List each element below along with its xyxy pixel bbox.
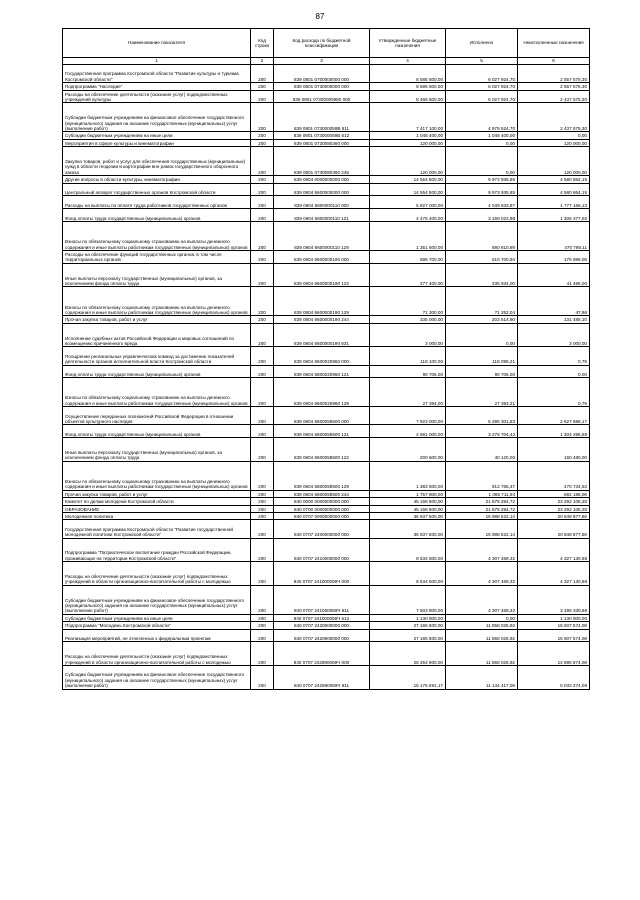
column-number: 5	[446, 58, 518, 65]
row-kbk-cell: 839 0801 0730000000 000	[274, 83, 370, 90]
row-executed-cell: 11 558 025,92	[446, 622, 518, 629]
row-executed-cell: 11 558 025,92	[446, 629, 518, 642]
row-unexecuted-cell: 0,00	[518, 365, 590, 378]
row-approved-cell: 14 554 800,00	[370, 176, 446, 183]
row-executed-cell: 21 876 394,72	[446, 505, 518, 512]
row-name-cell: Прочая закупка товаров, работ и услуг	[63, 490, 251, 497]
table-row	[63, 221, 590, 250]
row-code-cell: 200	[251, 614, 274, 621]
row-approved-cell: 277 400,00	[370, 263, 446, 287]
row-code-cell: 200	[251, 196, 274, 209]
row-executed-cell: 71 252,04	[446, 287, 518, 316]
row-kbk-cell: 839 0804 6600000190 000	[274, 250, 370, 263]
row-code-cell: 200	[251, 221, 274, 250]
table-row	[63, 287, 590, 316]
row-name-cell: Фонд оплаты труда государственных (муниципальных) органов	[63, 209, 251, 222]
row-approved-cell: 8 585 500,00	[370, 65, 446, 83]
row-name-cell: Комитет по делам молодежи Костромской области	[63, 498, 251, 505]
row-unexecuted-cell: 692 188,06	[518, 490, 590, 497]
row-name-cell: Подпрограмма "Наследие"	[63, 83, 251, 90]
row-executed-cell: 0,00	[446, 323, 518, 347]
row-code-cell: 200	[251, 505, 274, 512]
row-code-cell: 200	[251, 513, 274, 520]
row-executed-cell: 15 988 522,14	[446, 513, 518, 520]
row-kbk-cell: 840 0707 0000000000 000	[274, 513, 370, 520]
row-kbk-cell: 839 0804 6600020960 000	[274, 347, 370, 365]
row-unexecuted-cell: 15 607 574,08	[518, 629, 590, 642]
row-approved-cell: 7 503 800,00	[370, 585, 446, 614]
row-approved-cell: 36 837 500,00	[370, 513, 446, 520]
row-approved-cell: 4 475 400,00	[370, 209, 446, 222]
table-row	[63, 365, 590, 378]
row-name-cell: Закупка товаров, работ и услуг для обеспечения государственных (муниципальных) нужд в области геодезии и картографии вне рамок государственного оборонного заказа	[63, 147, 251, 176]
row-kbk-cell: 839 0804 0000000000 000	[274, 176, 370, 183]
row-code-cell: 200	[251, 250, 274, 263]
row-code-cell: 200	[251, 287, 274, 316]
row-name-cell: Субсидии бюджетным учреждениям на финансовое обеспечение государственного (муниципального) задания на оказание государственных (муниципальных) услуг (выполнение работ)	[63, 585, 251, 614]
row-unexecuted-cell: 14 696 874,08	[518, 642, 590, 666]
row-code-cell: 200	[251, 263, 274, 287]
row-code-cell: 200	[251, 83, 274, 90]
row-code-cell: 200	[251, 438, 274, 462]
table-row	[63, 147, 590, 176]
row-unexecuted-cell: 120 000,00	[518, 139, 590, 146]
row-approved-cell: 1 383 500,00	[370, 461, 446, 490]
row-executed-cell: 9 973 935,85	[446, 183, 518, 196]
row-unexecuted-cell: 4 580 864,15	[518, 183, 590, 196]
table-row	[63, 629, 590, 642]
row-name-cell: Молодежная политика	[63, 513, 251, 520]
table-row	[63, 498, 590, 505]
table-row	[63, 183, 590, 196]
row-kbk-cell: 839 0804 6600020960 129	[274, 378, 370, 407]
table-row	[63, 438, 590, 462]
row-unexecuted-cell: 5 032 274,08	[518, 665, 590, 689]
row-name-cell: Государственная программа Костромской области "Развитие культуры и туризма Костромской области"	[63, 65, 251, 83]
table-row	[63, 538, 590, 562]
row-executed-cell: 4 307 469,32	[446, 585, 518, 614]
row-unexecuted-cell: 2 627 698,17	[518, 407, 590, 425]
row-executed-cell: 3 169 022,98	[446, 209, 518, 222]
row-code-cell: 200	[251, 139, 274, 146]
row-name-cell: Фонд оплаты труда государственных (муниципальных) органов	[63, 365, 251, 378]
row-code-cell: 200	[251, 378, 274, 407]
row-approved-cell: 686 700,00	[370, 250, 446, 263]
row-approved-cell: 8 585 500,00	[370, 83, 446, 90]
row-name-cell: Расходы на выплаты по оплате труда работников государственных органов	[63, 196, 251, 209]
row-code-cell: 200	[251, 642, 274, 666]
row-unexecuted-cell: 131 485,10	[518, 316, 590, 323]
row-executed-cell: 0,00	[446, 614, 518, 621]
row-code-cell: 200	[251, 629, 274, 642]
column-header-approved: Утвержденные бюджетные назначения	[370, 29, 446, 58]
table-body	[63, 65, 590, 690]
row-executed-cell: 4 307 469,32	[446, 538, 518, 562]
table-row	[63, 614, 590, 621]
row-executed-cell: 6 027 924,70	[446, 83, 518, 90]
row-executed-cell: 510 700,94	[446, 250, 518, 263]
row-unexecuted-cell: 20 848 977,86	[518, 513, 590, 520]
row-code-cell: 200	[251, 65, 274, 83]
column-number: 3	[274, 58, 370, 65]
row-name-cell: Субсидии бюджетным учреждениям на финансовое обеспечение государственного (муниципального) задания на оказание государственных (муниципальных) услуг (выполнение работ)	[63, 103, 251, 132]
row-kbk-cell: 839 0804 6600000110 000	[274, 196, 370, 209]
row-unexecuted-cell: 0,79	[518, 347, 590, 365]
row-unexecuted-cell: 20 848 977,86	[518, 520, 590, 538]
row-kbk-cell: 840 0000 0000000000 000	[274, 498, 370, 505]
row-approved-cell: 71 300,00	[370, 287, 446, 316]
row-unexecuted-cell: 175 999,06	[518, 250, 590, 263]
column-number: 6	[518, 58, 590, 65]
row-unexecuted-cell: 1 777 166,13	[518, 196, 590, 209]
row-name-cell: Подпрограмма "Молодежь Костромской области"	[63, 622, 251, 629]
table-row	[63, 505, 590, 512]
column-number-row	[63, 58, 590, 65]
row-approved-cell: 7 417 100,00	[370, 103, 446, 132]
row-name-cell: Прочая закупка товаров, работ и услуг	[63, 316, 251, 323]
table-row	[63, 490, 590, 497]
row-code-cell: 200	[251, 665, 274, 689]
row-executed-cell: 6 027 924,70	[446, 90, 518, 103]
row-name-cell: Иные выплаты персоналу государственных (муниципальных) органов, за исключением фонда оплаты труда	[63, 263, 251, 287]
row-executed-cell: 6 027 924,70	[446, 65, 518, 83]
row-executed-cell: 203 514,90	[446, 316, 518, 323]
row-unexecuted-cell: 2 437 575,30	[518, 90, 590, 103]
column-header-executed: Исполнено	[446, 29, 518, 58]
row-approved-cell: 118 100,00	[370, 347, 446, 365]
row-executed-cell: 880 810,89	[446, 221, 518, 250]
table-row	[63, 378, 590, 407]
row-executed-cell: 4 979 524,70	[446, 103, 518, 132]
table-header-row	[63, 29, 590, 58]
row-unexecuted-cell: 160 480,00	[518, 438, 590, 462]
row-unexecuted-cell: 1 130 800,00	[518, 614, 590, 621]
row-unexecuted-cell: 470 789,11	[518, 221, 590, 250]
row-approved-cell: 36 837 500,00	[370, 520, 446, 538]
table-row	[63, 323, 590, 347]
table-row	[63, 132, 590, 139]
row-approved-cell: 4 581 000,00	[370, 425, 446, 438]
row-code-cell: 200	[251, 103, 274, 132]
row-unexecuted-cell: 120 000,00	[518, 147, 590, 176]
row-kbk-cell: 839 0804 6600000190 831	[274, 323, 370, 347]
row-executed-cell: 912 765,47	[446, 461, 518, 490]
row-unexecuted-cell: 1 306 377,02	[518, 209, 590, 222]
table-row	[63, 425, 590, 438]
row-kbk-cell: 839 0804 6600000190 122	[274, 263, 370, 287]
table-row	[63, 209, 590, 222]
row-approved-cell: 1 351 600,00	[370, 221, 446, 250]
page-number: 87	[315, 12, 325, 21]
row-kbk-cell: 839 0801 07300005980 000	[274, 90, 370, 103]
row-name-cell: Взносы по обязательному социальному страхованию на выплаты денежного содержания и иные выплаты работникам государственных (муниципальных) органов	[63, 287, 251, 316]
row-executed-cell: 235 934,00	[446, 263, 518, 287]
row-approved-cell: 8 634 600,00	[370, 538, 446, 562]
row-unexecuted-cell: 0,00	[518, 132, 590, 139]
row-kbk-cell: 839 0804 6600000190 244	[274, 316, 370, 323]
row-name-cell: Субсидии бюджетным учреждениям на иные цели	[63, 614, 251, 621]
row-name-cell: Взносы по обязательному социальному страхованию на выплаты денежного содержания и иные выплаты работникам государственных (муниципальных) органов	[63, 461, 251, 490]
row-name-cell: ОБРАЗОВАНИЕ	[63, 505, 251, 512]
row-unexecuted-cell: 15 607 574,08	[518, 622, 590, 629]
row-kbk-cell: 839 0801 0730080360 000	[274, 139, 370, 146]
row-executed-cell: 0,00	[446, 147, 518, 176]
row-executed-cell: 11 558 025,92	[446, 642, 518, 666]
row-approved-cell: 90 706,00	[370, 365, 446, 378]
row-approved-cell: 45 168 500,00	[370, 498, 446, 505]
row-name-cell: Взносы по обязательному социальному страхованию на выплаты денежного содержания и иные выплаты работникам государственных (муниципальных) органов	[63, 378, 251, 407]
row-executed-cell: 5 295 301,83	[446, 407, 518, 425]
row-name-cell: Субсидии бюджетным учреждениям на финансовое обеспечение государственного (муниципального) задания на оказание государственных (муниципальных) услуг (выполнение работ)	[63, 665, 251, 689]
row-code-cell: 200	[251, 520, 274, 538]
row-name-cell: Субсидии бюджетным учреждениям на иные цели	[63, 132, 251, 139]
row-approved-cell: 8 634 600,00	[370, 562, 446, 586]
table-row	[63, 250, 590, 263]
row-kbk-cell: 840 0707 241000059Ч 000	[274, 562, 370, 586]
column-header-unexecuted: Неисполненные назначения	[518, 29, 590, 58]
row-code-cell: 200	[251, 407, 274, 425]
table-row	[63, 176, 590, 183]
row-kbk-cell: 840 0707 2420000000 000	[274, 622, 370, 629]
row-executed-cell: 15 988 522,14	[446, 520, 518, 538]
row-executed-cell: 27 393,21	[446, 378, 518, 407]
row-kbk-cell: 839 0801 073000059В 612	[274, 132, 370, 139]
table-row	[63, 562, 590, 586]
column-number: 2	[251, 58, 274, 65]
row-code-cell: 200	[251, 147, 274, 176]
row-code-cell: 200	[251, 562, 274, 586]
row-unexecuted-cell: 2 437 575,30	[518, 103, 590, 132]
row-unexecuted-cell: 47,96	[518, 287, 590, 316]
row-unexecuted-cell: 23 292 105,28	[518, 498, 590, 505]
row-kbk-cell: 839 0804 6600059500 122	[274, 438, 370, 462]
column-header-kbk: Код расхода по бюджетной классификации	[274, 29, 370, 58]
row-approved-cell: 1 130 800,00	[370, 614, 446, 621]
row-executed-cell: 9 973 935,85	[446, 176, 518, 183]
table-row	[63, 585, 590, 614]
table-row	[63, 520, 590, 538]
row-approved-cell: 1 757 900,00	[370, 490, 446, 497]
row-kbk-cell: 839 0804 6600000190 129	[274, 287, 370, 316]
row-name-cell: Взносы по обязательному социальному страхованию на выплаты денежного содержания и иные выплаты работникам государственных (муниципальных) органов	[63, 221, 251, 250]
row-executed-cell: 21 876 394,72	[446, 498, 518, 505]
row-approved-cell: 3 000,00	[370, 323, 446, 347]
row-approved-cell: 200 600,00	[370, 438, 446, 462]
table-row	[63, 513, 590, 520]
row-unexecuted-cell: 1 304 295,58	[518, 425, 590, 438]
column-number: 4	[370, 58, 446, 65]
row-unexecuted-cell: 3 196 330,68	[518, 585, 590, 614]
row-code-cell: 200	[251, 323, 274, 347]
row-approved-cell: 120 000,00	[370, 147, 446, 176]
row-kbk-cell: 840 0707 242990059Ч 000	[274, 642, 370, 666]
row-approved-cell: 5 827 000,00	[370, 196, 446, 209]
row-name-cell: Осуществление переданных полномочий Российской Федерации в отношении объектов культурного наследия	[63, 407, 251, 425]
table-row	[63, 103, 590, 132]
row-unexecuted-cell: 3 000,00	[518, 323, 590, 347]
row-kbk-cell: 839 0801 0730080360 245	[274, 147, 370, 176]
row-unexecuted-cell: 41 466,00	[518, 263, 590, 287]
row-name-cell: Поощрение региональных управленческих команд за достижение показателей деятельности органов исполнительной власти Костромской области	[63, 347, 251, 365]
row-executed-cell: 11 144 417,09	[446, 665, 518, 689]
row-name-cell: Другие вопросы в области культуры, кинематографии	[63, 176, 251, 183]
table-row	[63, 622, 590, 629]
row-code-cell: 200	[251, 622, 274, 629]
row-approved-cell: 1 048 400,00	[370, 132, 446, 139]
row-approved-cell: 14 554 800,00	[370, 183, 446, 196]
row-unexecuted-cell: 4 580 864,15	[518, 176, 590, 183]
column-number: 1	[63, 58, 251, 65]
row-approved-cell: 26 254 900,00	[370, 642, 446, 666]
row-name-cell: Расходы на обеспечение деятельности (оказание услуг) подведомственных учреждений в области организационно-воспитательной работы с молодежью	[63, 562, 251, 586]
row-kbk-cell: 840 0707 2410000000 000	[274, 538, 370, 562]
row-kbk-cell: 839 0804 6600059500 129	[274, 461, 370, 490]
row-name-cell: Центральный аппарат государственных органов Костромской области	[63, 183, 251, 196]
row-kbk-cell: 839 0804 6600020960 121	[274, 365, 370, 378]
row-name-cell: Фонд оплаты труда государственных (муниципальных) органов	[63, 425, 251, 438]
row-kbk-cell: 839 0801 073000059В 611	[274, 103, 370, 132]
row-kbk-cell: 839 0804 6600059500 244	[274, 490, 370, 497]
table-row	[63, 196, 590, 209]
row-approved-cell: 7 923 000,00	[370, 407, 446, 425]
row-executed-cell: 0,00	[446, 139, 518, 146]
row-unexecuted-cell: 4 327 130,68	[518, 538, 590, 562]
table-row	[63, 665, 590, 689]
row-name-cell: Мероприятия в сфере культуры и кинематографии	[63, 139, 251, 146]
row-code-cell: 200	[251, 183, 274, 196]
row-executed-cell: 90 706,00	[446, 365, 518, 378]
row-code-cell: 200	[251, 365, 274, 378]
row-approved-cell: 335 000,00	[370, 316, 446, 323]
row-unexecuted-cell: 2 557 575,30	[518, 65, 590, 83]
row-name-cell: Подпрограмма "Патриотическое воспитание граждан Российской Федерации, проживающих на территории Костромской области"	[63, 538, 251, 562]
row-name-cell: Расходы на обеспечение функций государственных органов, в том числе территориальных органов	[63, 250, 251, 263]
table-row	[63, 139, 590, 146]
row-kbk-cell: 839 0804 6600000000 000	[274, 183, 370, 196]
row-kbk-cell: 839 0801 0700000000 000	[274, 65, 370, 83]
row-approved-cell: 45 168 500,00	[370, 505, 446, 512]
row-kbk-cell: 840 0707 242990059Ч 611	[274, 665, 370, 689]
table-row	[63, 642, 590, 666]
row-kbk-cell: 840 0707 2429900000 000	[274, 629, 370, 642]
column-header-name: Наименование показателя	[63, 29, 251, 58]
row-code-cell: 200	[251, 132, 274, 139]
row-name-cell: Расходы на обеспечение деятельности (оказание услуг) подведомственных учреждений культуры	[63, 90, 251, 103]
row-code-cell: 200	[251, 90, 274, 103]
row-executed-cell: 4 049 833,87	[446, 196, 518, 209]
table-row	[63, 263, 590, 287]
row-unexecuted-cell: 4 327 130,68	[518, 562, 590, 586]
row-code-cell: 200	[251, 538, 274, 562]
row-kbk-cell: 840 0700 0000000000 000	[274, 505, 370, 512]
row-code-cell: 200	[251, 425, 274, 438]
table-row	[63, 347, 590, 365]
row-code-cell: 200	[251, 347, 274, 365]
row-name-cell: Исполнение судебных актов Российской Федерации и мировых соглашений по возмещению причиненного вреда	[63, 323, 251, 347]
row-kbk-cell: 840 0707 241000059Ч 611	[274, 585, 370, 614]
row-executed-cell: 1 048 400,00	[446, 132, 518, 139]
row-approved-cell: 27 394,00	[370, 378, 446, 407]
row-kbk-cell: 839 0804 6600000110 121	[274, 209, 370, 222]
row-approved-cell: 16 176 691,17	[370, 665, 446, 689]
row-executed-cell: 3 276 704,42	[446, 425, 518, 438]
row-executed-cell: 4 307 469,32	[446, 562, 518, 586]
row-unexecuted-cell: 0,79	[518, 378, 590, 407]
table-row	[63, 461, 590, 490]
column-header-code: Код строки	[251, 29, 274, 58]
row-executed-cell: 40 120,00	[446, 438, 518, 462]
row-code-cell: 200	[251, 316, 274, 323]
row-executed-cell: 1 065 711,94	[446, 490, 518, 497]
row-unexecuted-cell: 2 557 575,30	[518, 83, 590, 90]
row-name-cell: Иные выплаты персоналу государственных (муниципальных) органов, за исключением фонда оплаты труда	[63, 438, 251, 462]
row-name-cell: Государственная программа Костромской области "Развитие государственной молодежной политики Костромской области"	[63, 520, 251, 538]
row-kbk-cell: 840 0707 241000059Ч 612	[274, 614, 370, 621]
row-name-cell: Реализация мероприятий, не отнесенных к федеральным проектам	[63, 629, 251, 642]
row-code-cell: 200	[251, 209, 274, 222]
row-unexecuted-cell: 470 734,53	[518, 461, 590, 490]
row-code-cell: 200	[251, 585, 274, 614]
row-code-cell: 200	[251, 176, 274, 183]
row-code-cell: 200	[251, 461, 274, 490]
table-row	[63, 65, 590, 83]
budget-execution-table	[62, 28, 590, 690]
row-code-cell: 200	[251, 490, 274, 497]
row-executed-cell: 118 099,21	[446, 347, 518, 365]
row-approved-cell: 8 465 500,00	[370, 90, 446, 103]
row-name-cell: Расходы на обеспечение деятельности (оказание услуг) подведомственных учреждений в области организационно-воспитательной работы с молодежью	[63, 642, 251, 666]
row-unexecuted-cell: 23 292 105,28	[518, 505, 590, 512]
row-approved-cell: 27 165 600,00	[370, 622, 446, 629]
table-row	[63, 407, 590, 425]
row-approved-cell: 120 000,00	[370, 139, 446, 146]
row-code-cell: 200	[251, 498, 274, 505]
table-row	[63, 90, 590, 103]
table-row	[63, 83, 590, 90]
row-kbk-cell: 839 0804 6600059500 000	[274, 407, 370, 425]
row-kbk-cell: 839 0804 6600059500 121	[274, 425, 370, 438]
row-approved-cell: 27 165 600,00	[370, 629, 446, 642]
row-kbk-cell: 840 0707 2400000000 000	[274, 520, 370, 538]
row-kbk-cell: 839 0804 6600000110 129	[274, 221, 370, 250]
table-row	[63, 316, 590, 323]
